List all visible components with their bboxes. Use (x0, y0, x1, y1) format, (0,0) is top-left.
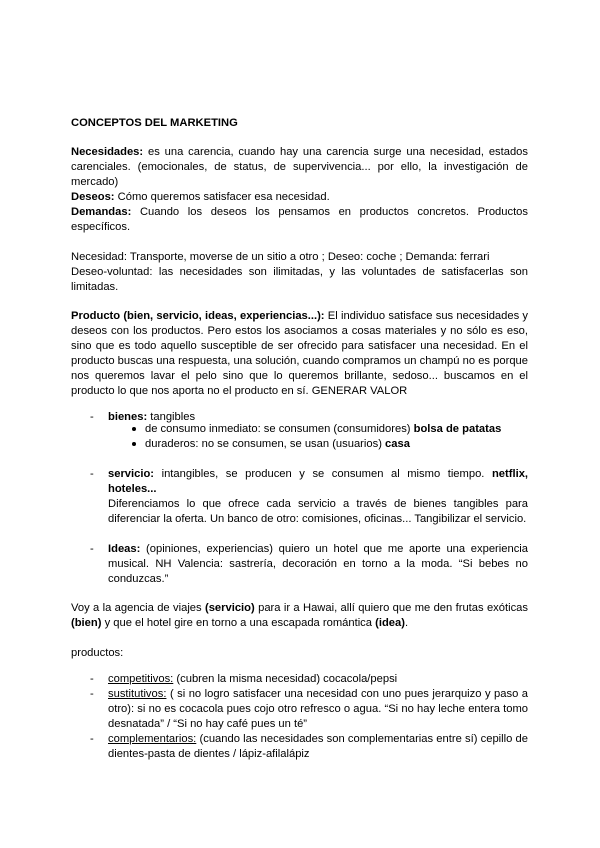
necesidades-line-3: mercado) (71, 176, 119, 188)
competitivos-line: competitivos: (cubren la misma necesidad) cocacola/pepsi (108, 673, 398, 685)
sustitutivos-line-1: sustitutivos: ( si no logro satisfacer una necesidad con uno pues jerarquizo y paso a (108, 688, 528, 700)
deseos-term: Deseos: (71, 191, 115, 203)
ideas-line-3: conduzcas.” (108, 573, 169, 585)
necesidades-line-2: carenciales. (emocionales, de status, de supervivencia... por ello, la investigación de (71, 161, 528, 173)
competitivos-dash: - (90, 673, 94, 685)
producto-line-1: Producto (bien, servicio, ideas, experiencias...): El individuo satisface sus necesidades y (71, 310, 529, 322)
demandas-term: Demandas: (71, 206, 132, 218)
servicio-line-2: hoteles... (108, 483, 157, 495)
servicio-dash: - (90, 468, 94, 480)
sustitutivos-term: sustitutivos: (108, 688, 167, 700)
deseos-line: Deseos: Cómo queremos satisfacer esa necesidad. (71, 191, 330, 203)
complementarios-line-1: complementarios: (cuando las necesidades son complementarias entre sí) cepillo de (108, 733, 529, 745)
ideas-dash: - (90, 543, 94, 555)
sustitutivos-line-3: desnatada” / “Si no hay café pues un té” (108, 718, 308, 730)
competitivos-term: competitivos: (108, 673, 174, 685)
demandas-line-1: Demandas: Cuando los deseos los pensamos en productos concretos. Productos (71, 206, 528, 218)
demandas-line-2: específicos. (71, 221, 131, 233)
servicio-line-1: servicio: intangibles, se producen y se consumen al mismo tiempo. netflix, (108, 468, 529, 480)
bullet-dot (132, 442, 136, 446)
sustitutivos-dash: - (90, 688, 94, 700)
servicio-line-4: diferenciar la oferta. Un banco de otro: comisiones, oficinas... Tangibilizar el servicio. (108, 513, 527, 525)
bienes-item-1: de consumo inmediato: se consumen (consumidores) bolsa de patatas (145, 423, 502, 435)
productos-heading: productos: (71, 647, 124, 659)
producto-line-6: producto lo que nos aporta no el producto en sí. GENERAR VALOR (71, 385, 408, 397)
producto-term: Producto (bien, servicio, ideas, experiencias...): (71, 310, 325, 322)
servicio-term: servicio: (108, 468, 155, 480)
producto-line-2: deseos con los productos. Pero estos los asociamos a cosas materiales y no sólo es eso, (71, 325, 528, 337)
bienes-item-2: duraderos: no se consumen, se usan (usuarios) casa (145, 438, 410, 450)
bienes-term: bienes: (108, 411, 148, 423)
complementarios-term: complementarios: (108, 733, 197, 745)
bienes-line: bienes: tangibles (108, 411, 196, 423)
producto-line-3: sino que es todo aquello susceptible de ser ofrecido para satisfacer una necesidad. En el (71, 340, 528, 352)
bienes-dash: - (90, 411, 94, 423)
producto-line-5: nos queremos lavar el pelo sino que lo queremos brillante, sedoso... buscamos en el (71, 370, 528, 382)
necesidades-term: Necesidades: (71, 146, 144, 158)
ideas-line-1: Ideas: (opiniones, experiencias) quiero un hotel que me aporte una experiencia (108, 543, 529, 555)
example-line-2: Deseo-voluntad: las necesidades son ilimitadas, y las voluntades de satisfacerlas son (71, 266, 528, 278)
bullet-dot (132, 427, 136, 431)
viaje-line-1: Voy a la agencia de viajes (servicio) para ir a Hawai, allí quiero que me den frutas exóticas (71, 602, 528, 614)
sustitutivos-line-2: otro): si no es cocacola pues cojo otro refresco o agua. “Si no hay leche entera tomo (108, 703, 528, 715)
producto-line-4: producto buscas una respuesta, una solución, cuando compramos un champú no es porque (71, 355, 528, 367)
viaje-line-2: (bien) y que el hotel gire en torno a una escapada romántica (idea). (71, 617, 409, 629)
example-line-3: limitadas. (71, 281, 119, 293)
complementarios-dash: - (90, 733, 94, 745)
necesidades-line-1: Necesidades: es una carencia, cuando hay una carencia surge una necesidad, estados (71, 146, 529, 158)
servicio-line-3: Diferenciamos lo que ofrece cada servicio a través de bienes tangibles para (108, 498, 528, 510)
page-title: CONCEPTOS DEL MARKETING (71, 117, 238, 129)
ideas-line-2: musical. NH Valencia: sastrería, decoración en torno a la moda. “Si bebes no (108, 558, 528, 570)
ideas-term: Ideas: (108, 543, 141, 555)
complementarios-line-2: dientes-pasta de dientes / lápiz-afilalápiz (108, 748, 310, 760)
example-line-1: Necesidad: Transporte, moverse de un sitio a otro ; Deseo: coche ; Demanda: ferrari (71, 251, 490, 263)
